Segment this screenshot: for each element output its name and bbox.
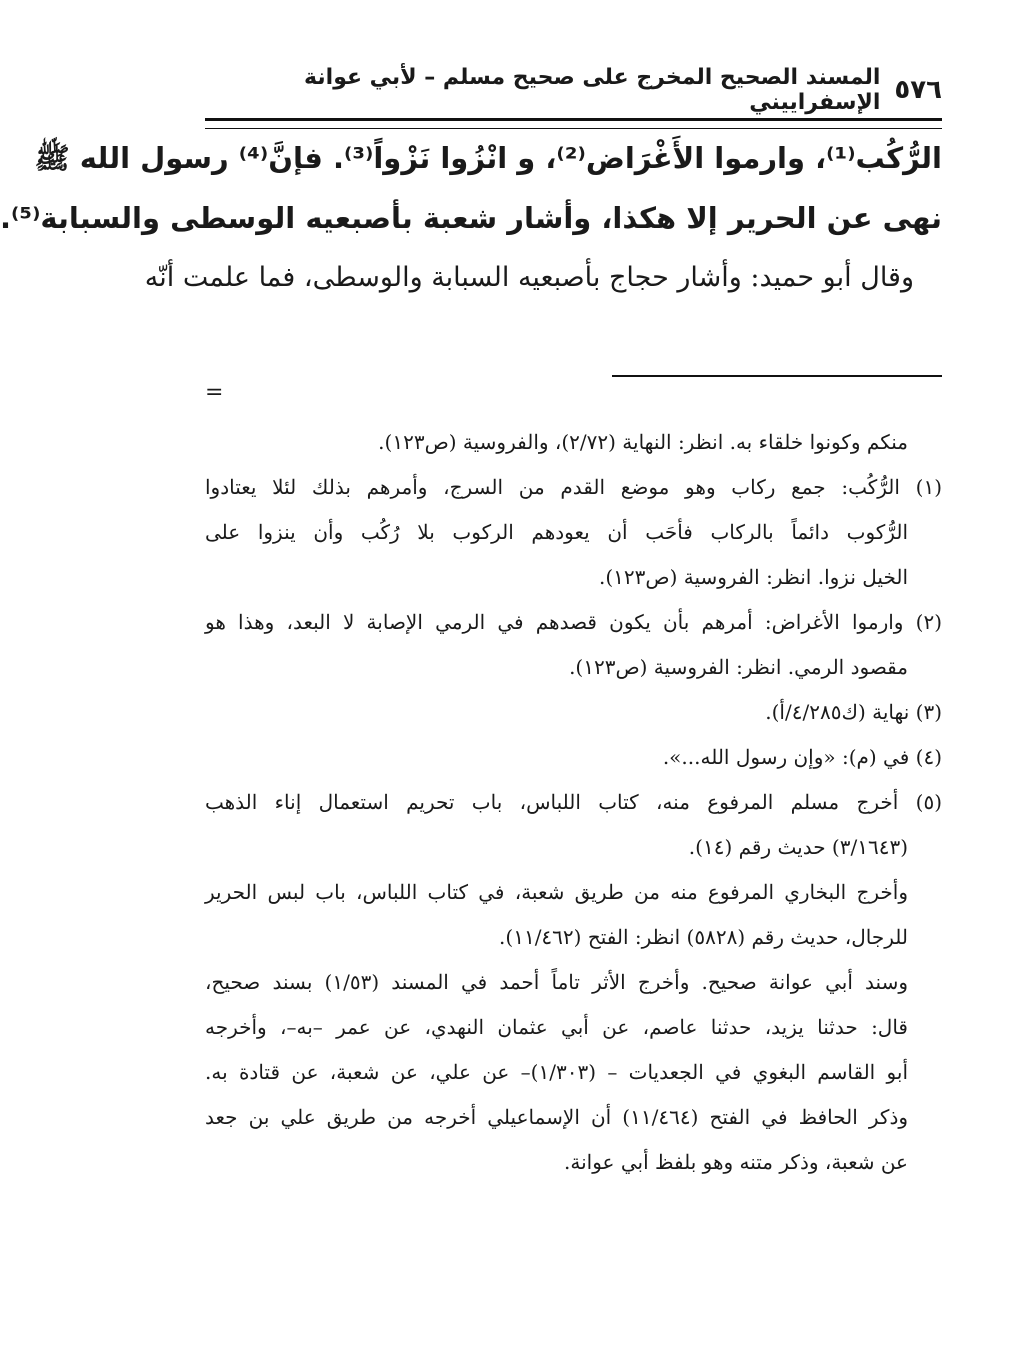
footnote-line: (٤) في (م): «وإن رسول الله...». — [662, 745, 942, 769]
footnote-line: وسند أبي عوانة صحيح. وأخرج الأثر تاماً أحمد في المسند (١/٥٣) بسند صحيح، — [205, 970, 908, 994]
running-title: المسند الصحيح المخرج على صحيح مسلم – لأبي عوانة الإسفراييني — [304, 65, 881, 115]
footnote-line: الرُّكوب دائماً بالركاب فأحَب أن يعودهم الركوب بلا رُكُب وأن ينزوا على — [205, 520, 908, 544]
footnote-continuation-mark: = — [205, 380, 224, 405]
main-text — [0, 128, 942, 308]
footnote-line: للرجال، حديث رقم (٥٨٢٨) انظر: الفتح (١١/٤٦٢). — [499, 925, 908, 949]
footnote-line: وأخرج البخاري المرفوع منه من طريق شعبة، في كتاب اللباس، باب لبس الحرير — [205, 880, 908, 904]
footnote-line: وذكر الحافظ في الفتح (١١/٤٦٤) أن الإسماعيلي أخرجه من طريق علي بن جعد — [205, 1105, 909, 1129]
main-text-line: الرُّكُب⁽¹⁾، وارموا الأَغْرَاض⁽²⁾، و انْزُوا نَزْواً⁽³⁾. فإنَّ⁽⁴⁾ رسول الله ﷺ — [34, 141, 942, 175]
footnote-line: (٣) نهاية (ك٤/٢٨٥/أ). — [765, 700, 942, 724]
footnote-line: أبو القاسم البغوي في الجعديات – (١/٣٠٣)– عن علي، عن شعبة، عن قتادة به. — [205, 1060, 908, 1084]
footnotes — [205, 420, 942, 1185]
footnote-line: مقصود الرمي. انظر: الفروسية (ص١٢٣). — [569, 655, 908, 679]
footnote-line: (١) الرُّكُب: جمع ركاب وهو موضع القدم من السرج، وأمرهم بذلك لئلا يعتادوا — [205, 475, 942, 499]
page-number: ٥٧٦ — [894, 75, 942, 105]
main-text-line: وقال أبو حميد: وأشار حجاج بأصبعيه السبابة والوسطى، فما علمت أنّه — [144, 262, 914, 293]
page-header — [205, 64, 942, 116]
main-text-line: نهى عن الحرير إلا هكذا، وأشار شعبة بأصبعيه الوسطى والسبابة⁽⁵⁾. — [0, 201, 942, 235]
footnote-line: قال: حدثنا يزيد، حدثنا عاصم، عن أبي عثمان النهدي، عن عمر –به–، وأخرجه — [205, 1015, 908, 1039]
footnote-line: (٥) أخرج مسلم المرفوع منه، كتاب اللباس، باب تحريم استعمال إناء الذهب — [205, 790, 942, 814]
footnote-line: (٢) وارموا الأغراض: أمرهم بأن يكون قصدهم في الرمي الإصابة لا البعد، وهذا هو — [205, 610, 942, 634]
footnote-line: الخيل نزوا. انظر: الفروسية (ص١٢٣). — [598, 565, 908, 589]
footnote-line: منكم وكونوا خلقاء به. انظر: النهاية (٢/٧٢)، والفروسية (ص١٢٣). — [378, 430, 908, 454]
footnote-separator — [612, 375, 942, 377]
footnote-line: عن شعبة، وذكر متنه وهو بلفظ أبي عوانة. — [564, 1150, 908, 1174]
footnote-line: (٣/١٦٤٣) حديث رقم (١٤). — [688, 835, 908, 859]
